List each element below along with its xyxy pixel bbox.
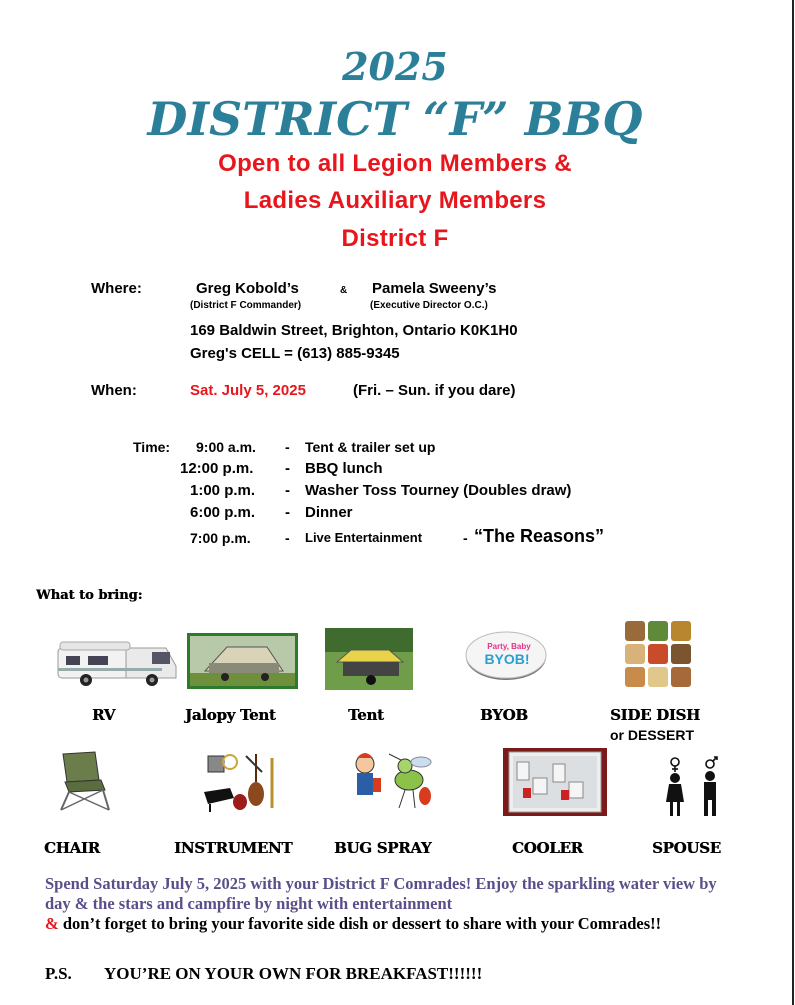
schedule-event: Dinner bbox=[305, 504, 353, 521]
tent-trailer-icon bbox=[325, 628, 413, 690]
footer-ampersand: & bbox=[45, 914, 59, 933]
instruments-icon bbox=[200, 748, 284, 814]
item-label-rv: RV bbox=[92, 706, 115, 724]
byob-button-icon bbox=[463, 628, 549, 682]
schedule-dash: - bbox=[285, 530, 290, 546]
item-label-chair: CHAIR bbox=[44, 839, 100, 857]
cell-number: Greg's CELL = (613) 885-9345 bbox=[190, 345, 400, 362]
schedule-dash: - bbox=[463, 530, 468, 546]
ps-text: YOU’RE ON YOUR OWN FOR BREAKFAST!!!!!! bbox=[104, 964, 483, 983]
item-label-jalopy-tent: Jalopy Tent bbox=[185, 706, 276, 724]
byob-text-2: BYOB! bbox=[484, 651, 530, 667]
event-date: Sat. July 5, 2025 bbox=[190, 382, 306, 399]
event-date-note: (Fri. – Sun. if you dare) bbox=[353, 382, 516, 399]
time-label: Time: bbox=[133, 439, 171, 455]
item-label-bug-spray: BUG SPRAY bbox=[334, 839, 432, 857]
host-1-role: (District F Commander) bbox=[190, 300, 302, 311]
schedule-dash: - bbox=[285, 482, 290, 499]
schedule-dash: - bbox=[285, 460, 290, 477]
byob-text-1: Party, Baby bbox=[487, 642, 531, 651]
schedule-event: Tent & trailer set up bbox=[305, 439, 436, 455]
ps-label: P.S. bbox=[45, 964, 72, 983]
bug-spray-icon bbox=[345, 744, 437, 814]
schedule-time: 1:00 p.m. bbox=[190, 482, 256, 499]
schedule-event: Live Entertainment bbox=[305, 530, 423, 545]
item-label-instrument: INSTRUMENT bbox=[174, 839, 293, 857]
where-label: Where: bbox=[91, 280, 142, 297]
footer-paragraph-1: Spend Saturday July 5, 2025 with your District F Comrades! Enjoy the sparkling water view by day & the stars and campfire by night with entertainment bbox=[45, 874, 717, 913]
schedule-time: 9:00 a.m. bbox=[196, 439, 256, 455]
rv-icon bbox=[56, 640, 180, 688]
jalopy-tent-icon bbox=[187, 633, 298, 689]
hosts-ampersand: & bbox=[340, 285, 348, 296]
item-label-byob: BYOB bbox=[480, 706, 528, 724]
schedule-time: 6:00 p.m. bbox=[190, 504, 256, 521]
band-name: “The Reasons” bbox=[474, 526, 605, 546]
schedule-time: 12:00 p.m. bbox=[180, 460, 254, 477]
host-1-name: Greg Kobold’s bbox=[196, 280, 299, 297]
subtitle-line-3: District F bbox=[341, 225, 449, 252]
side-dish-icon bbox=[623, 619, 693, 689]
item-label-spouse: SPOUSE bbox=[652, 839, 721, 857]
schedule-time: 7:00 p.m. bbox=[190, 530, 251, 546]
when-label: When: bbox=[91, 382, 137, 399]
title-year: 2025 bbox=[342, 44, 448, 89]
subtitle-line-1: Open to all Legion Members & bbox=[218, 150, 572, 177]
schedule-event: Washer Toss Tourney (Doubles draw) bbox=[305, 482, 572, 499]
schedule-event: BBQ lunch bbox=[305, 460, 383, 477]
spouse-icon bbox=[660, 756, 724, 818]
what-to-bring-heading: What to bring: bbox=[36, 588, 143, 603]
item-label-tent: Tent bbox=[348, 706, 384, 724]
cooler-icon bbox=[503, 748, 607, 816]
host-2-name: Pamela Sweeny’s bbox=[372, 280, 497, 297]
address: 169 Baldwin Street, Brighton, Ontario K0K1H0 bbox=[190, 322, 518, 339]
page-title: DISTRICT “F” BBQ bbox=[147, 92, 643, 146]
footer-paragraph-2-text: don’t forget to bring your favorite side dish or dessert to share with your Comrades!! bbox=[58, 914, 662, 933]
footer-paragraph-2 bbox=[45, 914, 745, 934]
schedule-dash: - bbox=[285, 439, 290, 455]
item-label-side-dish: SIDE DISH bbox=[610, 706, 700, 724]
chair-icon bbox=[55, 748, 113, 814]
item-sublabel-dessert: or DESSERT bbox=[610, 727, 695, 743]
page-right-border bbox=[792, 0, 794, 1005]
item-label-cooler: COOLER bbox=[512, 839, 583, 857]
host-2-role: (Executive Director O.C.) bbox=[370, 300, 488, 311]
schedule-dash: - bbox=[285, 504, 290, 521]
subtitle-line-2: Ladies Auxiliary Members bbox=[243, 187, 547, 214]
